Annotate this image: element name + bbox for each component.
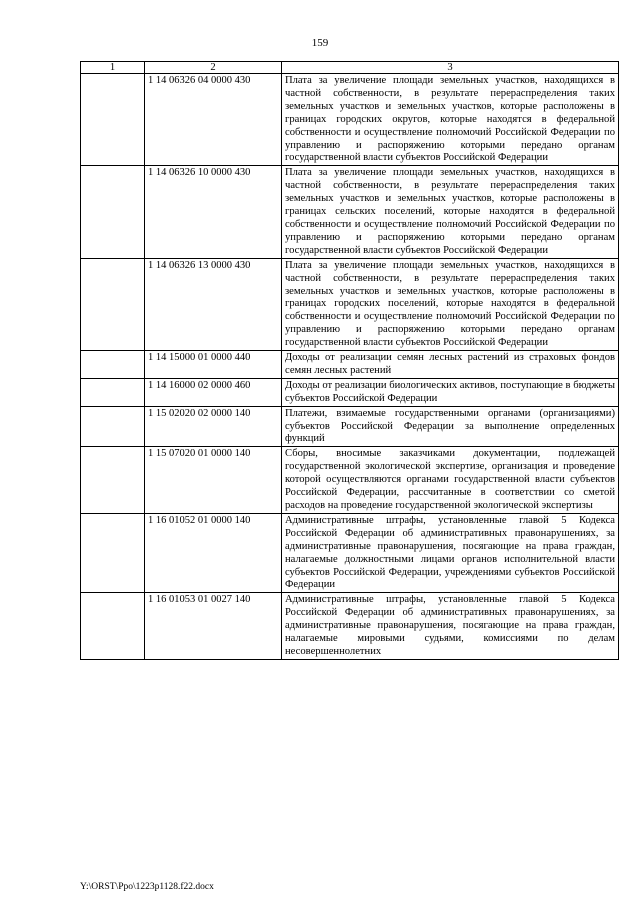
row-number-cell (81, 593, 145, 660)
document-file-path: Y:\ORST\Ppo\1223p1128.f22.docx (80, 882, 214, 892)
income-description: Плата за увеличение площади земельных участков, находящихся в частной собственности, в результате перераспределения таких земельных участков и земельных участков, которые расположены в границах сельских поселений, которые находятся в федеральной собственности и осуществление полномочий Российской Федерации по управлению и распоряжению которыми передано органам государственной власти субъектов Российской Федерации (282, 166, 619, 258)
row-number-cell (81, 74, 145, 166)
page-number: 159 (311, 37, 329, 49)
column-header-2: 2 (145, 62, 282, 74)
table-row (81, 513, 619, 592)
income-code: 1 14 06326 10 0000 430 (145, 166, 282, 258)
table-row (81, 406, 619, 447)
income-code: 1 14 16000 02 0000 460 (145, 378, 282, 406)
table-row (81, 378, 619, 406)
table-header-row (81, 62, 619, 74)
income-description: Платежи, взимаемые государственными органами (организациями) субъектов Российской Федерации за выполнение определенных функций (282, 406, 619, 447)
income-code: 1 14 15000 01 0000 440 (145, 351, 282, 379)
table-row (81, 166, 619, 258)
table-row (81, 74, 619, 166)
income-code: 1 14 06326 13 0000 430 (145, 258, 282, 350)
row-number-cell (81, 258, 145, 350)
table-row (81, 351, 619, 379)
income-description: Доходы от реализации биологических активов, поступающие в бюджеты субъектов Российской Федерации (282, 378, 619, 406)
income-description: Административные штрафы, установленные главой 5 Кодекса Российской Федерации об административных правонарушениях, за административные правонарушения, посягающие на права граждан, налагаемые должностными лицами органов исполнительной власти субъектов Российской Федерации, учреждениями субъектов Российской Федерации (282, 513, 619, 592)
income-description: Плата за увеличение площади земельных участков, находящихся в частной собственности, в результате перераспределения таких земельных участков и земельных участков, которые расположены в границах городских округов, которые находятся в федеральной собственности и осуществление полномочий Российской Федерации по управлению и распоряжению которыми передано органам государственной власти субъектов Российской Федерации (282, 74, 619, 166)
income-code: 1 14 06326 04 0000 430 (145, 74, 282, 166)
budget-codes-table (80, 61, 619, 660)
row-number-cell (81, 513, 145, 592)
column-header-3: 3 (282, 62, 619, 74)
row-number-cell (81, 406, 145, 447)
income-description: Сборы, вносимые заказчиками документации, подлежащей государственной экологической экспертизе, организация и проведение которой осуществляются органами государственной власти субъектов Российской Федерации, рассчитанные в соответствии со сметой расходов на проведение государственной экологической экспертизы (282, 447, 619, 514)
income-description: Административные штрафы, установленные главой 5 Кодекса Российской Федерации об административных правонарушениях, за административные правонарушения, посягающие на права граждан, налагаемые мировыми судьями, комиссиями по делам несовершеннолетних (282, 593, 619, 660)
table-row (81, 593, 619, 660)
row-number-cell (81, 447, 145, 514)
table-row (81, 258, 619, 350)
column-header-1: 1 (81, 62, 145, 74)
row-number-cell (81, 166, 145, 258)
income-code: 1 16 01053 01 0027 140 (145, 593, 282, 660)
table-row (81, 447, 619, 514)
row-number-cell (81, 351, 145, 379)
income-code: 1 15 02020 02 0000 140 (145, 406, 282, 447)
income-code: 1 15 07020 01 0000 140 (145, 447, 282, 514)
income-description: Доходы от реализации семян лесных растений из страховых фондов семян лесных растений (282, 351, 619, 379)
income-code: 1 16 01052 01 0000 140 (145, 513, 282, 592)
income-description: Плата за увеличение площади земельных участков, находящихся в частной собственности, в результате перераспределения таких земельных участков и земельных участков, которые расположены в границах городских поселений, которые находятся в федеральной собственности и осуществление полномочий Российской Федерации по управлению и распоряжению которыми передано органам государственной власти субъектов Российской Федерации (282, 258, 619, 350)
row-number-cell (81, 378, 145, 406)
